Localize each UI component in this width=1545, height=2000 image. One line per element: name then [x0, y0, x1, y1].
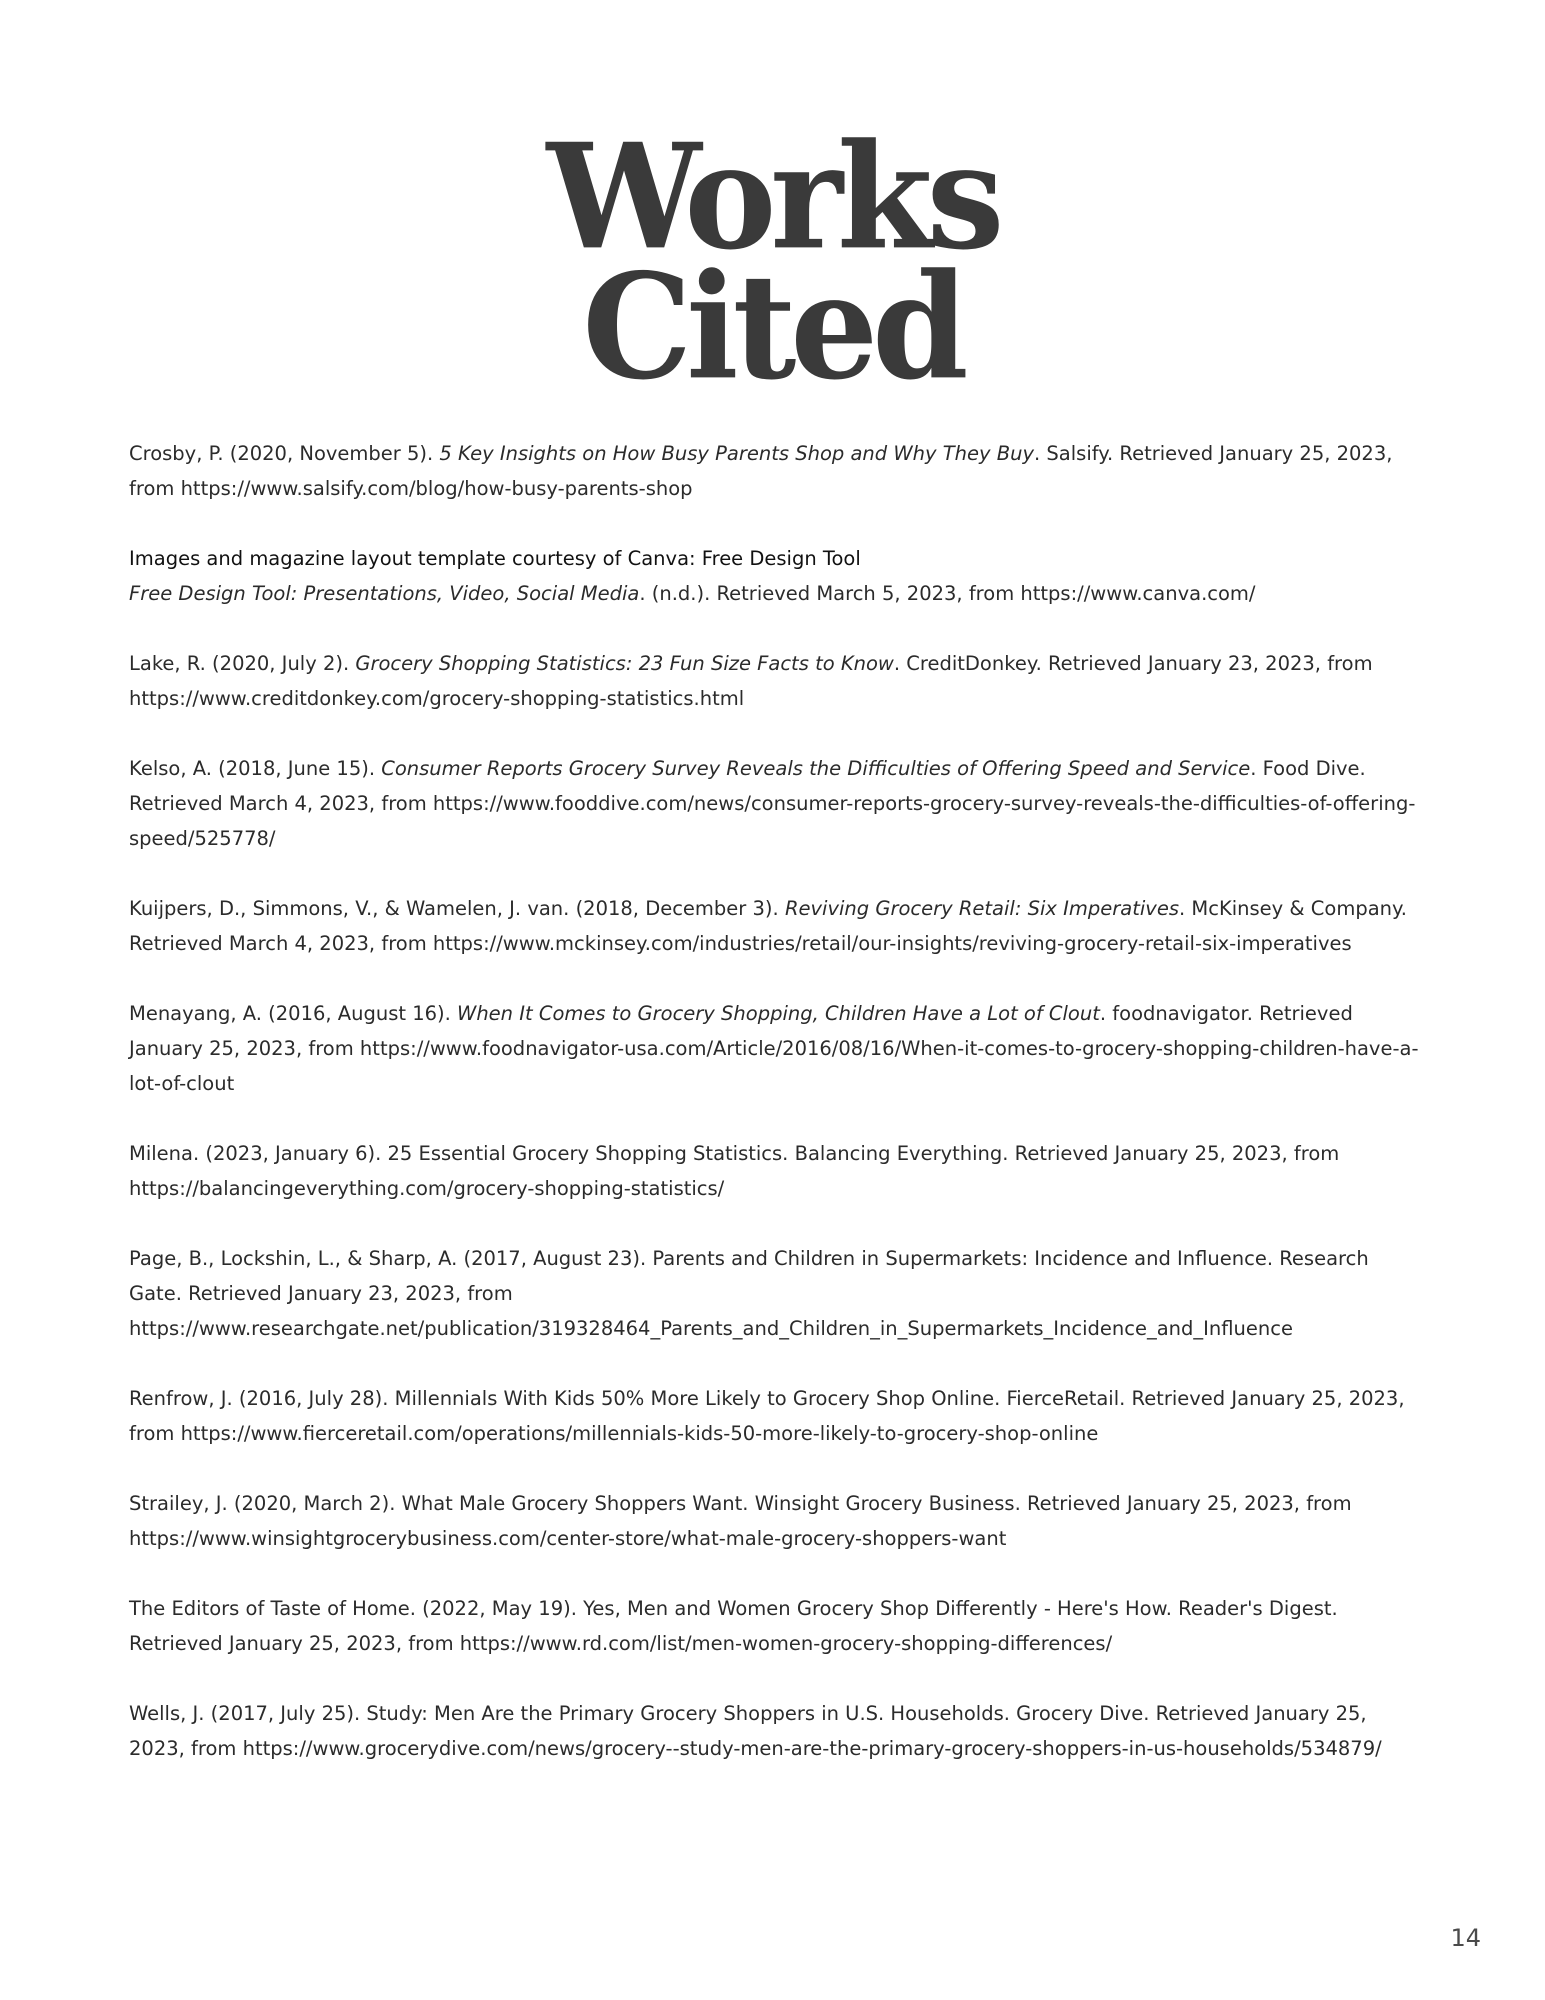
title-line-2: Cited [582, 240, 963, 413]
page-number: 14 [1450, 1924, 1481, 1952]
citation-canva-heading: Images and magazine layout template courtesy of Canva: Free Design Tool [129, 547, 861, 570]
citation-canva: Images and magazine layout template courtesy of Canva: Free Design Tool Free Design Tool: Presentations, Video, Social Media. (n.d.). Retrieved March 5, 2023, from https://www.canva.com/ [129, 547, 1256, 605]
citation-wells: Wells, J. (2017, July 25). Study: Men Are the Primary Grocery Shoppers in U.S. Households. Grocery Dive. Retrieved January 25, 2023, from https://www.grocerydive.com/news/grocery--study-men-are-the-primary-grocery-shoppers-in-us-households/534879/ [129, 1702, 1382, 1760]
citation-kelso: Kelso, A. (2018, June 15). Consumer Reports Grocery Survey Reveals the Difficulties of Offering Speed and Service. Food Dive. Retrieved March 4, 2023, from https://www.fooddive.com/news/consumer-reports-grocery-survey-reveals-the-difficulties-of-offering-speed/525778/ [129, 757, 1416, 850]
citation-kuijpers: Kuijpers, D., Simmons, V., & Wamelen, J. van. (2018, December 3). Reviving Grocery Retail: Six Imperatives. McKinsey & Company. Retrieved March 4, 2023, from https://www.mckinsey.com/industries/retail/our-insights/reviving-grocery-retail-six-imperatives [129, 897, 1407, 955]
citation-crosby: Crosby, P. (2020, November 5). 5 Key Insights on How Busy Parents Shop and Why They Buy. Salsify. Retrieved January 25, 2023, from https://www.salsify.com/blog/how-busy-parents-shop [129, 442, 1393, 500]
citation-menayang: Menayang, A. (2016, August 16). When It Comes to Grocery Shopping, Children Have a Lot of Clout. foodnavigator. Retrieved January 25, 2023, from https://www.foodnavigator-usa.com/Article/2016/08/16/When-it-comes-to-grocery-shopping-children-have-a-lot-of-clout [129, 1002, 1419, 1095]
citation-taste-of-home: The Editors of Taste of Home. (2022, May 19). Yes, Men and Women Grocery Shop Differently - Here's How. Reader's Digest. Retrieved January 25, 2023, from https://www.rd.com/list/men-women-grocery-shopping-differences/ [129, 1597, 1338, 1655]
works-cited-list [129, 436, 1419, 1801]
citation-lake: Lake, R. (2020, July 2). Grocery Shopping Statistics: 23 Fun Size Facts to Know. CreditDonkey. Retrieved January 23, 2023, from https://www.creditdonkey.com/grocery-shopping-statistics.html [129, 652, 1373, 710]
page-title [0, 110, 1545, 413]
citation-milena: Milena. (2023, January 6). 25 Essential Grocery Shopping Statistics. Balancing Everything. Retrieved January 25, 2023, from https://balancingeverything.com/grocery-shopping-statistics/ [129, 1142, 1340, 1200]
citation-strailey: Strailey, J. (2020, March 2). What Male Grocery Shoppers Want. Winsight Grocery Business. Retrieved January 25, 2023, from https://www.winsightgrocerybusiness.com/center-store/what-male-grocery-shoppers-want [129, 1492, 1352, 1550]
title-line-1: Works [546, 110, 999, 283]
citation-page: Page, B., Lockshin, L., & Sharp, A. (2017, August 23). Parents and Children in Supermarkets: Incidence and Influence. Research Gate. Retrieved January 23, 2023, from https://www.researchgate.net/publication/319328464_Parents_and_Children_in_Supermarkets_Incidence_and_Influence [129, 1247, 1369, 1340]
citation-renfrow: Renfrow, J. (2016, July 28). Millennials With Kids 50% More Likely to Grocery Shop Online. FierceRetail. Retrieved January 25, 2023, from https://www.fierceretail.com/operations/millennials-kids-50-more-likely-to-grocery-shop-online [129, 1387, 1405, 1445]
